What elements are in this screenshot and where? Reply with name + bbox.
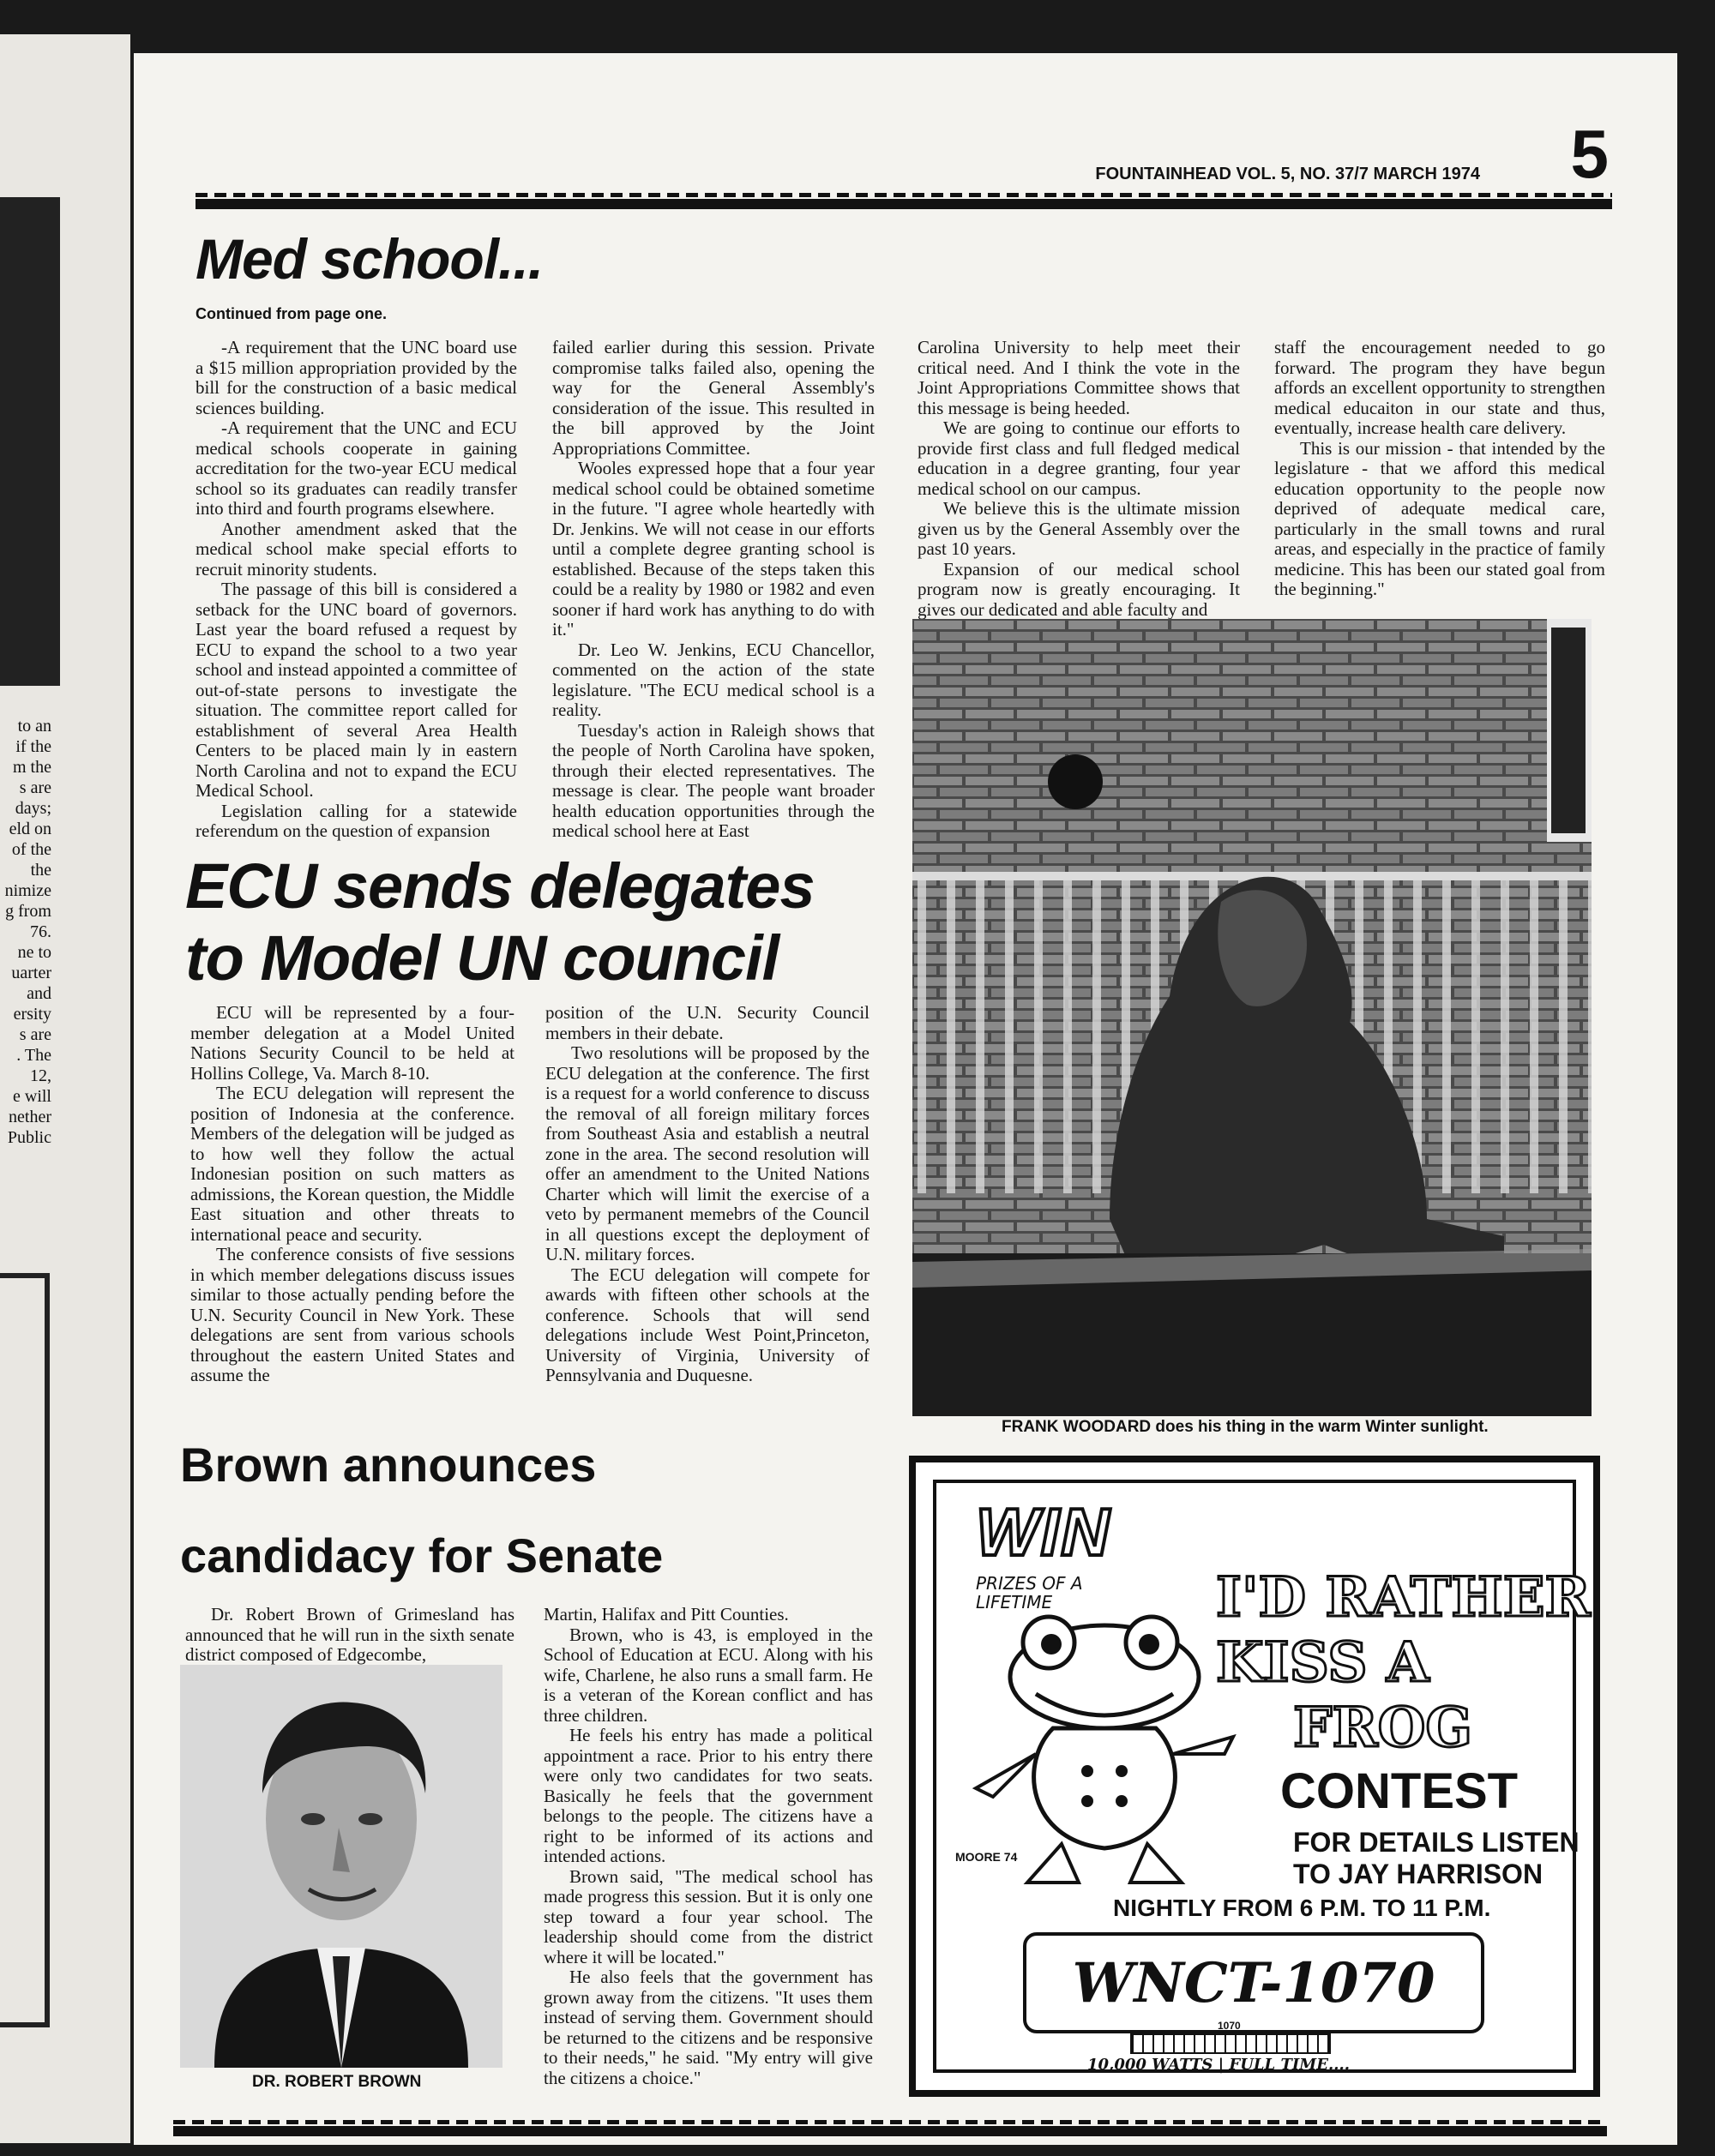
med-school-col-4	[1274, 338, 1605, 600]
fragment-line: nimize	[4, 881, 51, 900]
paragraph: Carolina University to help meet their critical need. And I think the vote in the Joint Appropriations Committee shows that this message is being heeded.	[918, 337, 1240, 418]
paragraph: Legislation calling for a statewide referendum on the question of expansion	[196, 800, 517, 841]
paragraph: Two resolutions will be proposed by the ECU delegation at the conference. The first is a request for a world conference to discuss the removal of all foreign military forces from Southeast Asia and establish a neutral zone in the area. The second resolution will offer an amendment to the United Nations Charter which will limit the exercise of a veto by permanent memebrs of the Council in all questions except the deployment of U.N. military forces.	[545, 1042, 870, 1264]
fragment-line: nether	[9, 1108, 51, 1126]
fragment-line: of the	[11, 840, 51, 859]
model-un-headline-line-1: ECU sends delegates	[185, 850, 815, 922]
paragraph: We believe this is the ultimate mission given us by the General Assembly over the past 10 years.	[918, 498, 1240, 559]
paragraph: Brown, who is 43, is employed in the School of Education at ECU. Along with his wife, Charlene, he also runs a small farm. He is a veteran of the Korean conflict and has three children.	[544, 1624, 873, 1726]
ad-tagline: 10,000 WATTS | FULL TIME....	[1087, 2056, 1351, 2074]
ad-title-line-3: FROG	[1293, 1696, 1473, 1760]
adjacent-page-photo	[0, 197, 60, 686]
masthead: FOUNTAINHEAD VOL. 5, NO. 37/7 MARCH 1974	[1095, 165, 1480, 183]
paragraph: position of the U.N. Security Council members in their debate.	[545, 1002, 870, 1043]
fragment-line: s are	[19, 1025, 51, 1044]
model-un-col-2	[545, 1003, 870, 1386]
page-number: 5	[1570, 116, 1609, 192]
brown-headline-line-2: candidacy for Senate	[180, 1528, 664, 1582]
paragraph: -A requirement that the UNC and ECU medical schools cooperate in gaining accreditation for the two-year ECU medical school so its graduates can readily transfer into third and fourth programs elsewhere.	[196, 417, 517, 519]
continued-note: Continued from page one.	[196, 305, 387, 322]
brown-col-2	[544, 1605, 873, 2088]
fragment-line: m the	[13, 758, 51, 777]
paragraph: Expansion of our medical school program now is greatly encouraging. It gives our dedicated and able faculty and	[918, 558, 1240, 620]
paragraph: staff the encouragement needed to go forward. The program they have begun affords an excellent opportunity to strengthen medical educaiton in our state and thus, eventually, increase health care delivery.	[1274, 337, 1605, 438]
adjacent-page-edge	[0, 34, 130, 2143]
ad-station-box	[1023, 1932, 1484, 2033]
paragraph: Brown said, "The medical school has made progress this session. But it is only one step toward a four year school. The leadership should come from the district where it will be located."	[544, 1865, 873, 1967]
fragment-line: to an	[17, 717, 51, 736]
brown-lead	[185, 1605, 514, 1666]
ad-dial	[1130, 2033, 1331, 2054]
paragraph: ECU will be represented by a four-member delegation at a Model United Nations Security Council to be held at Hollins College, Va. March 8-10.	[190, 1002, 514, 1084]
model-un-headline	[185, 850, 914, 994]
paragraph: The passage of this bill is considered a setback for the UNC board of governors. Last year the board refused a request by ECU to expand the school to a two year school and instead appointed a committee of out-of-state persons to investigate the situation. The committee report called for establishment of several Area Health Centers to be placed main ly in eastern North Carolina and not to expand the ECU Medical School.	[196, 579, 517, 801]
med-school-headline: Med school...	[196, 227, 544, 291]
fragment-line: s are	[19, 778, 51, 797]
paragraph: He also feels that the government has grown away from the citizens. "It uses them instead of serving them. Government should be returned to the citizens and be responsive to their needs," he said. "My entry will give the citizens a choice."	[544, 1967, 873, 2088]
brown-portrait-image	[180, 1665, 502, 2068]
bottom-divider	[173, 2126, 1607, 2136]
ad-details-line-2: TO JAY HARRISON	[1293, 1859, 1544, 1889]
paragraph: failed earlier during this session. Private compromise talks failed also, opening the way for the General Assembly's consideration of the issue. This resulted in the bill approved by the Joint Appropriations Committee.	[552, 337, 875, 459]
paragraph: The ECU delegation will represent the position of Indonesia at the conference. Members of the delegation will be judged as to how well they follow the actual Indonesian position on such matters as admissions, the Korean question, the Middle East situation and other threats to international peace and security.	[190, 1083, 514, 1245]
paragraph: Wooles expressed hope that a four year medical school could be obtained sometime in the future. "I agree whole heartedly with Dr. Jenkins. We will not cease in our efforts until a complete degree granting school is established. Because of the steps taken this could be a reality by 1980 or 1982 and even sooner if hard work has anything to do with it."	[552, 458, 875, 640]
ad-artist-signature: MOORE 74	[955, 1850, 1018, 1864]
fragment-line: ne to	[17, 943, 51, 962]
adjacent-page-box	[0, 1273, 50, 2027]
paragraph: The conference consists of five sessions in which member delegations discuss issues similar to those actually pending before the U.N. Security Council in New York. These delegations are sent from various schools throughout the eastern United States and assume the	[190, 1244, 514, 1385]
fragment-line: ersity	[13, 1005, 51, 1024]
paragraph: Tuesday's action in Raleigh shows that the people of North Carolina have spoken, through their elected representatives. The message is clear. The people want broader health education opportunities through the medical school here at East	[552, 719, 875, 841]
paragraph: Another amendment asked that the medical school make special efforts to recruit minority students.	[196, 518, 517, 580]
fragment-line: 12,	[30, 1066, 51, 1085]
ad-contest: CONTEST	[1280, 1763, 1519, 1819]
ad-station: WNCT-1070	[1072, 1950, 1435, 2015]
adjacent-page-text	[0, 716, 51, 1148]
top-divider	[196, 199, 1612, 209]
med-school-col-3	[918, 338, 1240, 620]
fragment-line: eld on	[9, 820, 51, 838]
ad-prizes: PRIZES OF A LIFETIME	[976, 1573, 1083, 1612]
ad-win: WIN	[976, 1494, 1111, 1570]
model-un-headline-line-2: to Model UN council	[185, 922, 779, 994]
fragment-line: days;	[15, 799, 51, 818]
newspaper-page	[134, 53, 1677, 2145]
ad-title-line-2: KISS A	[1216, 1631, 1429, 1695]
woodard-photo-caption: FRANK WOODARD does his thing in the warm Winter sunlight.	[1002, 1418, 1489, 1436]
paragraph: Martin, Halifax and Pitt Counties.	[544, 1604, 789, 1625]
wnct-frog-contest-ad	[909, 1456, 1600, 2097]
ad-times: NIGHTLY FROM 6 P.M. TO 11 P.M.	[1113, 1895, 1491, 1921]
paragraph: This is our mission - that intended by the legislature - that we afford this medical education opportunity to the people now deprived of adequate medical care, particularly in the small towns and rural areas, and especially in the practice of family medicine. This has been our stated goal from the beginning."	[1274, 437, 1605, 599]
ad-dial-mark: 1070	[1218, 2020, 1241, 2032]
model-un-col-1	[190, 1003, 514, 1386]
fragment-line: uarter	[11, 964, 51, 982]
paragraph: We are going to continue our efforts to provide first class and full fledged medical education in a degree granting, four year medical school on our campus.	[918, 417, 1240, 499]
brown-lead-paragraph: Dr. Robert Brown of Grimesland has announced that he will run in the sixth senate district composed of Edgecombe,	[185, 1604, 514, 1665]
paragraph: -A requirement that the UNC board use a $15 million appropriation provided by the bill for the construction of a basic medical sciences building.	[196, 337, 517, 418]
fragment-line: 76.	[30, 922, 51, 941]
med-school-col-2	[552, 338, 875, 842]
brown-headline-line-1: Brown announces	[180, 1438, 597, 1492]
med-school-col-1	[196, 338, 517, 842]
fragment-line: . The	[16, 1046, 51, 1065]
brown-portrait	[180, 1665, 502, 2068]
fragment-line: g from	[5, 902, 51, 921]
fragment-line: the	[30, 861, 51, 880]
paragraph: Dr. Leo W. Jenkins, ECU Chancellor, commented on the action of the state legislature. "The ECU medical school is a reality.	[552, 639, 875, 720]
brown-portrait-caption: DR. ROBERT BROWN	[252, 2073, 422, 2091]
woodard-photo-image	[912, 619, 1592, 1416]
fragment-line: if the	[15, 737, 51, 756]
ad-title-line-1: I'D RATHER	[1216, 1565, 1591, 1630]
ad-details-line-1: FOR DETAILS LISTEN	[1293, 1827, 1580, 1858]
woodard-photo	[912, 619, 1592, 1416]
fragment-line: Public	[7, 1128, 51, 1147]
fragment-line: e will	[13, 1087, 51, 1106]
paragraph: He feels his entry has made a political appointment a race. Prior to his entry there were only two candidates for two seats. Basically he feels that the government belongs to the people. The citizens have a right to be informed of its actions and intended actions.	[544, 1725, 873, 1866]
paragraph: The ECU delegation will compete for awards with fifteen other schools at the conference. Schools that will send delegations include West Point,Princeton, University of Virginia, University of Pennsylvania and Duquesne.	[545, 1264, 870, 1385]
fragment-line: and	[27, 984, 51, 1003]
